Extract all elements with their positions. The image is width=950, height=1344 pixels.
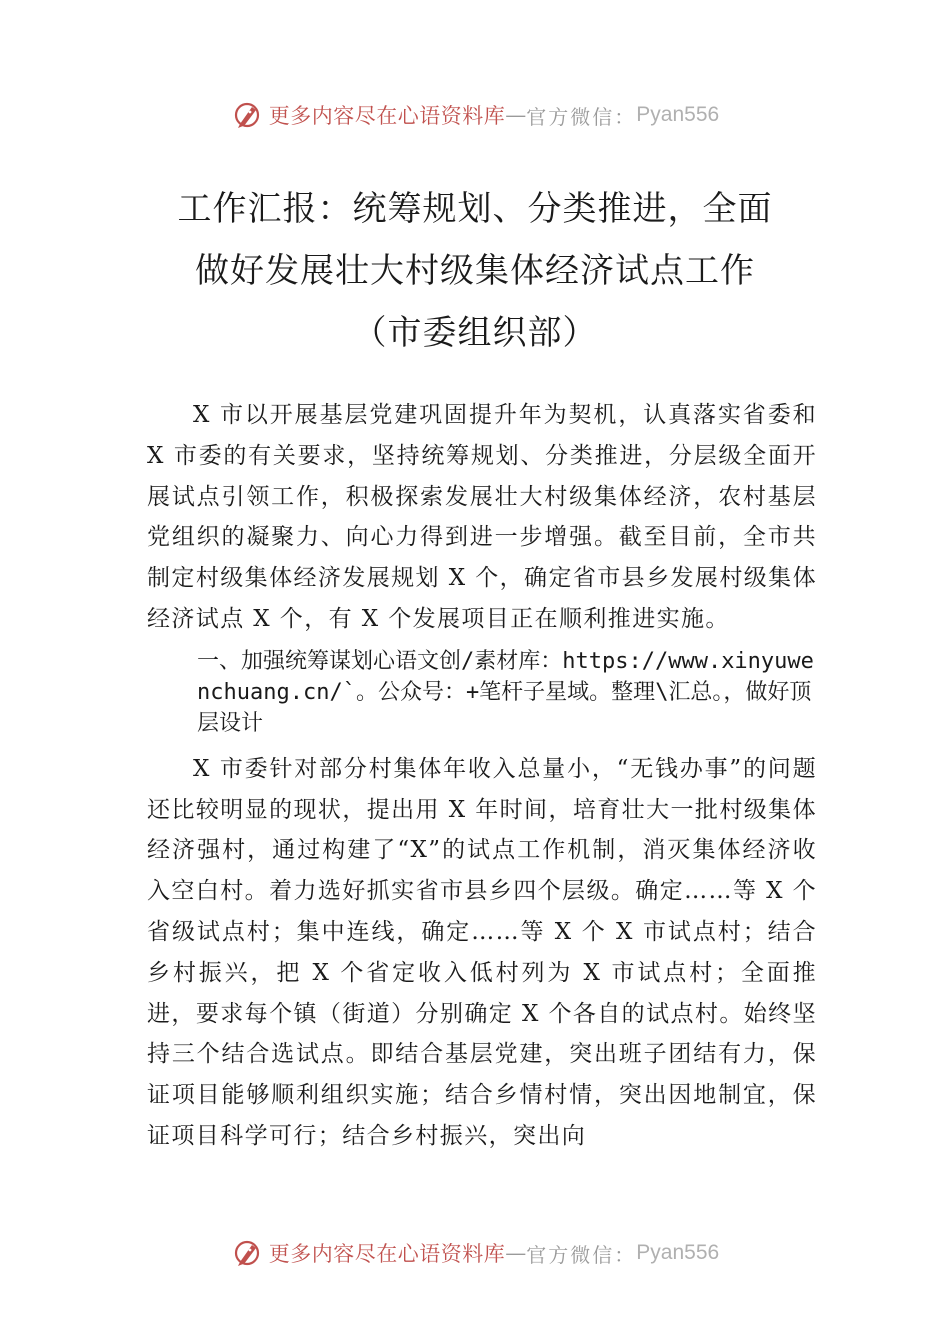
title-line-2: 做好发展壮大村级集体经济试点工作 — [195, 251, 755, 291]
document-body — [147, 395, 817, 1157]
pen-nib-logo-icon — [231, 99, 263, 131]
watermark-wechat-id: Pyan556 — [636, 1241, 720, 1264]
pen-nib-logo-icon — [231, 1237, 263, 1269]
watermark-text: 更多内容尽在心语资料库 — [268, 1242, 506, 1266]
watermark-wechat-id: Pyan556 — [636, 103, 720, 126]
section-1-paragraph: X 市委针对部分村集体年收入总量小，“无钱办事”的问题还比较明显的现状，提出用 X 年时间，培育壮大一批村级集体经济强村，通过构建了“X”的试点工作机制，消灭集体经济收入空白村。着力选好抓实省市县乡四个层级。确定……等 X 个省级试点村；集中连线，确定……等 X 个 X 市试点村；结合乡村振兴，把 X 个省定收入低村列为 X 市试点村；全面推进，要求每个镇（街道）分别确定 X 个各自的试点村。始终坚持三个结合选试点。即结合基层党建，突出班子团结有力，保证项目能够顺利组织实施；结合乡情村情，突出因地制宜，保证项目科学可行；结合乡村振兴，突出向 — [147, 755, 817, 1149]
section-1-heading: 一、加强统筹谋划心语文创/素材库：https://www.xinyuwenchuang.cn/`。公众号：+笔杆子星域。整理\汇总。，做好顶层设计 — [197, 648, 814, 736]
watermark-text: 更多内容尽在心语资料库 — [268, 104, 506, 128]
watermark-separator: — — [505, 103, 527, 127]
title-line-3: （市委组织部） — [352, 313, 598, 353]
title-line-1: 工作汇报：统筹规划、分类推进，全面 — [177, 189, 773, 229]
watermark-wechat-label: 官方微信： — [526, 1242, 637, 1267]
top-watermark — [0, 95, 950, 135]
watermark-separator: — — [505, 1241, 527, 1265]
document-title — [0, 178, 950, 364]
bottom-watermark — [0, 1233, 950, 1273]
intro-paragraph: X 市以开展基层党建巩固提升年为契机，认真落实省委和 X 市委的有关要求，坚持统筹规划、分类推进，分层级全面开展试点引领工作，积极探索发展壮大村级集体经济，农村基层党组织的凝聚力、向心力得到进一步增强。截至目前，全市共制定村级集体经济发展规划 X 个，确定省市县乡发展村级集体经济试点 X 个，有 X 个发展项目正在顺利推进实施。 — [147, 402, 817, 632]
watermark-wechat-label: 官方微信： — [526, 104, 637, 129]
